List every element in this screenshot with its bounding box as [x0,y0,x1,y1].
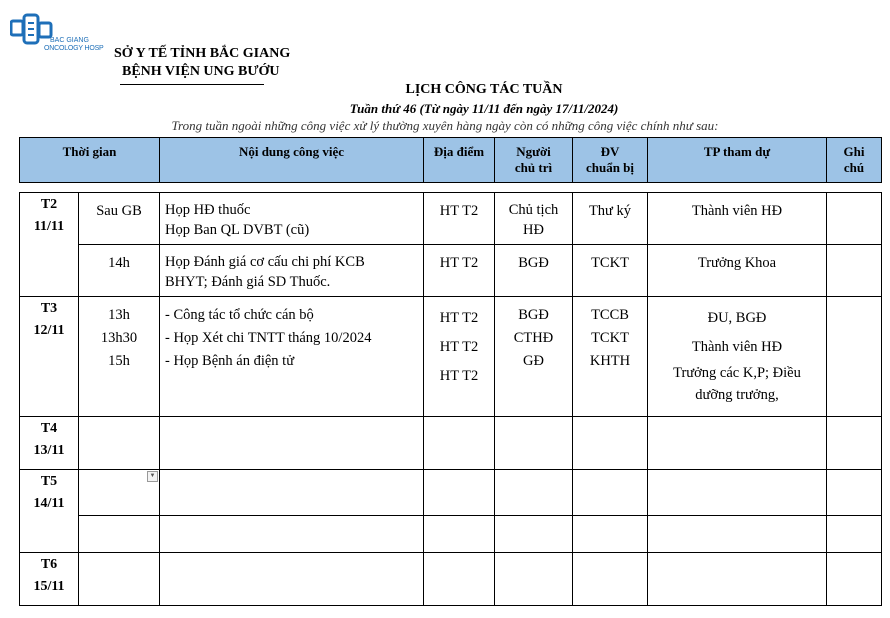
prep-line: TCKT [591,330,629,346]
page-title: LỊCH CÔNG TÁC TUẦN [405,82,563,97]
content-line: - Họp Xét chi TNTT tháng 10/2024 [165,330,372,346]
note-cell [827,245,882,297]
header-row [20,138,882,183]
day-name: T3 [40,301,58,316]
attend-cell [648,417,827,470]
table-row [20,297,882,417]
header-place: Địa điểm [424,138,495,183]
time-cell [79,553,160,606]
day-name: T4 [40,421,58,436]
day-cell-t4 [20,417,79,470]
chair-line: GĐ [523,353,544,369]
day-date: 13/11 [33,443,65,458]
chair-line: Chủ tịch [508,202,559,218]
place-cell [424,470,495,516]
place-cell: HT T2 [424,245,495,297]
time-cell [79,417,160,470]
header-chair-line2: chủ trì [514,160,553,175]
time-cell: 14h [79,245,160,297]
header-chair-line1: Người [516,144,551,159]
day-date: 14/11 [33,496,65,511]
content-line: Họp HĐ thuốc [165,202,251,218]
day-cell-t3 [20,297,79,417]
attend-cell: Thành viên HĐ [648,193,827,245]
place-line: HT T2 [439,310,479,326]
time-line: 13h30 [100,330,138,346]
chair-line: BGĐ [518,307,549,323]
place-line: HT T2 [439,339,479,355]
week-subtitle: Tuần thứ 46 (Từ ngày 11/11 đến ngày 17/11/2024) [349,101,619,116]
chair-cell [495,297,573,417]
place-cell [424,417,495,470]
note-cell [827,516,882,553]
day-cell-t2 [20,193,79,297]
prep-cell: Thư ký [573,193,648,245]
chair-line: CTHĐ [513,330,554,346]
header-note [827,138,882,183]
header-time: Thời gian [20,138,160,183]
attend-line: ĐU, BGĐ [707,310,767,326]
chair-cell [495,417,573,470]
place-cell [424,516,495,553]
content-cell [160,193,424,245]
day-name: T6 [40,557,58,572]
prep-cell: TCKT [573,245,648,297]
content-cell [160,470,424,516]
content-cell [160,297,424,417]
logo-text-top: BAC GIANG [50,37,89,44]
prep-cell [573,516,648,553]
day-name: T2 [40,197,58,212]
prep-line: TCCB [591,307,629,323]
content-line: - Công tác tổ chức cán bộ [165,307,314,323]
attend-line [673,362,801,406]
note-cell [827,553,882,606]
day-date: 11/11 [33,219,65,234]
chair-line: HĐ [523,222,544,238]
attend-cell [648,516,827,553]
time-line: 13h [108,307,130,323]
header-chair [495,138,573,183]
day-date: 15/11 [33,579,65,594]
attend-cell [648,553,827,606]
content-cell [160,516,424,553]
content-line: - Họp Bệnh án điện tử [165,353,295,369]
day-cell-t6 [20,553,79,606]
chair-cell [495,516,573,553]
table-row [20,245,882,297]
place-cell: HT T2 [424,193,495,245]
time-cell [79,470,160,516]
org-hospital: BỆNH VIỆN UNG BƯỚU [122,64,280,79]
content-cell [160,553,424,606]
intro-text: Trong tuần ngoài những công việc xử lý thường xuyên hàng ngày còn có những công việc chính như sau: [171,118,719,133]
chair-cell [495,193,573,245]
attend-cell: Trưởng Khoa [648,245,827,297]
header-note-line1: Ghi [843,144,865,159]
time-line: 15h [108,353,130,369]
attend-line: Thành viên HĐ [691,339,783,355]
logo-text-bottom: ONCOLOGY HOSP [44,45,104,52]
header-content: Nội dung công việc [160,138,424,183]
schedule-table [19,137,882,606]
header-prep [573,138,648,183]
place-cell [424,297,495,417]
header-attend: TP tham dự [648,138,827,183]
note-cell [827,470,882,516]
dropdown-arrow-icon[interactable]: ▼ [147,471,158,482]
attend-line: dưỡng trưởng, [695,387,779,403]
day-name: T5 [40,474,58,489]
attend-cell [648,470,827,516]
prep-cell [573,417,648,470]
prep-cell [573,470,648,516]
day-cell-t5 [20,470,79,553]
table-row [20,193,882,245]
content-line: Họp Ban QL DVBT (cũ) [165,222,310,238]
time-cell [79,297,160,417]
note-cell [827,417,882,470]
place-cell [424,553,495,606]
table-row [20,553,882,606]
header-note-line2: chú [843,160,865,175]
table-row [20,417,882,470]
attend-cell [648,297,827,417]
header-prep-line2: chuẩn bị [585,160,635,175]
chair-cell: BGĐ [495,245,573,297]
content-cell [160,417,424,470]
place-line: HT T2 [439,368,479,384]
org-department: SỞ Y TẾ TỈNH BẮC GIANG [114,46,291,61]
header-prep-line1: ĐV [600,144,620,159]
day-date: 12/11 [33,323,65,338]
chair-cell [495,470,573,516]
table-row [20,516,882,553]
header-spacer [20,183,882,193]
note-cell [827,193,882,245]
note-cell [827,297,882,417]
content-line: BHYT; Đánh giá SD Thuốc. [165,274,331,290]
attend-line: Trưởng các K,P; Điều [673,365,801,381]
prep-line: KHTH [589,353,631,369]
prep-cell [573,297,648,417]
table-row [20,470,882,516]
content-line: Họp Đánh giá cơ cấu chi phí KCB [165,254,365,270]
time-cell [79,516,160,553]
content-cell [160,245,424,297]
prep-cell [573,553,648,606]
chair-cell [495,553,573,606]
time-cell: Sau GB [79,193,160,245]
